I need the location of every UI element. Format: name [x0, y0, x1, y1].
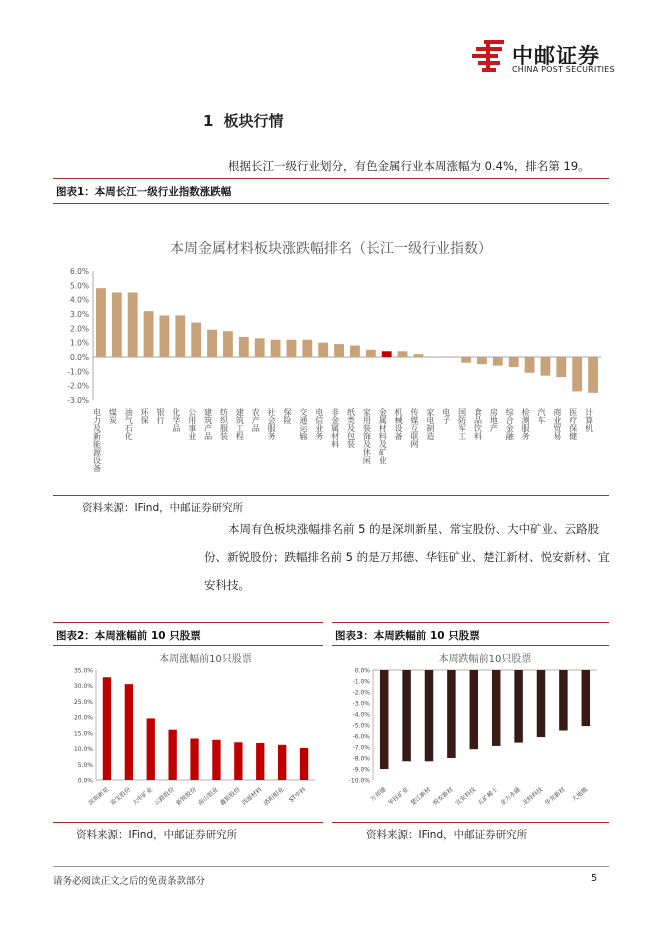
chart3-x-label: 五矿稀土 — [476, 786, 500, 807]
figure2-top-rule — [53, 622, 323, 623]
chart1-y-tick: 1.0% — [69, 338, 89, 348]
chart3-y-tick: -9.0% — [352, 766, 370, 774]
chart1-y-tick: 3.0% — [69, 310, 89, 319]
section-title-text: 板块行情 — [223, 112, 284, 130]
chart1-bar — [541, 357, 551, 376]
chart2-x-label: ST中科 — [287, 786, 308, 805]
chart3-y-tick: -10.0% — [348, 777, 370, 785]
chart3-bar — [537, 670, 546, 737]
chart1-bar — [461, 357, 471, 363]
chart1-y-tick: 4.0% — [69, 295, 89, 305]
chart1-x-label: 金属材料及矿业 — [378, 408, 388, 464]
chart1-x-label: 纺织服装 — [219, 408, 229, 440]
chart2-y-tick: 10.0% — [73, 746, 93, 754]
chart3-bar — [470, 670, 479, 749]
chart1-x-label: 食品饮料 — [473, 408, 483, 440]
chart3-title: 本周跌幅前10只股票 — [438, 654, 532, 665]
chart3-bar — [380, 670, 389, 769]
chart1-bar — [350, 346, 360, 357]
chart2-x-label: 西部材料 — [240, 786, 264, 807]
chart1-x-label: 化学品 — [171, 408, 181, 432]
intro-paragraph: 根据长江一级行业划分，有色金属行业本周涨幅为 0.4%，排名第 19。 — [228, 159, 590, 173]
chart1-x-label: 传媒互联网 — [409, 408, 419, 448]
chart1-x-label: 环保 — [140, 408, 150, 424]
chart2-x-label: 南山铝业 — [196, 786, 220, 807]
chart3-x-label: 华钰矿业 — [386, 786, 410, 807]
chart2-bar — [190, 739, 198, 780]
chart1-x-label: 家用装饰及休闲 — [362, 408, 372, 464]
chart1-bar — [223, 331, 233, 357]
chart2-x-label: 常宝股份 — [109, 786, 133, 807]
footer-disclaimer: 请务必阅读正文之后的免责条款部分 — [53, 876, 206, 887]
chart1-y-tick: 0.0% — [69, 353, 89, 362]
chart3-y-tick: 0.0% — [354, 667, 370, 675]
chart3-y-tick: -3.0% — [352, 700, 370, 708]
figure3-top-rule — [332, 622, 609, 623]
chart1-bar — [302, 340, 312, 357]
chart2-x-label: 云路股份 — [153, 786, 176, 807]
chart2-x-label: 大中矿业 — [131, 786, 155, 807]
chart1-y-tick: -3.0% — [67, 396, 89, 405]
chart1-bar — [493, 357, 503, 366]
chart1-bar — [588, 357, 598, 393]
chart3-y-tick: -4.0% — [352, 711, 370, 719]
chart1-bar — [429, 357, 439, 358]
chart1-y-tick: 6.0% — [69, 267, 89, 276]
chart1-x-label: 非金属材料 — [330, 408, 340, 448]
company-logo — [472, 38, 622, 78]
chart2-x-label: 新锐股份 — [174, 786, 198, 807]
chart3-bar — [447, 670, 456, 758]
chart2-x-label: 洛阳钼业 — [262, 786, 286, 807]
chart1-x-label: 电力及新能源设备 — [92, 408, 102, 472]
chart1-x-label: 煤炭 — [108, 408, 118, 424]
figure3-title: 图表3：本周跌幅前 10 只股票 — [335, 630, 480, 642]
chart1-y-tick: 2.0% — [69, 324, 89, 334]
chart1-x-label: 医疗保健 — [568, 408, 578, 440]
chart3-bar — [402, 670, 411, 761]
chart1-bar — [271, 340, 281, 357]
chart1-bar — [366, 350, 376, 357]
chart1-bar — [509, 357, 519, 367]
chart1-x-label: 公用事业 — [187, 408, 197, 440]
chart1-bar — [144, 311, 154, 357]
summary-line-2: 份、新锐股份；跌幅排名前 5 的是万邦德、华钰矿业、楚江新材、悦安新材、宜 — [204, 550, 610, 564]
footer-rule — [53, 866, 609, 867]
chart1-bar — [382, 351, 392, 357]
chart1-x-label: 房地产 — [489, 408, 499, 432]
chart3-x-label: 金力永磁 — [498, 786, 522, 807]
figure1-bottom-rule — [53, 495, 609, 496]
chart1-x-label: 银行 — [155, 408, 165, 424]
summary-line-3: 安科技。 — [204, 578, 250, 592]
chart1-x-label: 纸类及包装 — [346, 408, 356, 448]
chart2-bar — [125, 684, 133, 780]
chart3-bar — [582, 670, 591, 726]
chart1-x-label: 电信业务 — [314, 408, 324, 440]
figure1-title: 图表1：本周长江一级行业指数涨跌幅 — [56, 186, 232, 198]
chart1-bar — [287, 340, 297, 357]
chart1-bar — [160, 315, 170, 357]
chart3-y-tick: -6.0% — [352, 733, 370, 741]
top-gainers-chart — [58, 648, 323, 818]
chart2-bar — [168, 730, 176, 780]
chart1-x-label: 家电制造 — [425, 408, 435, 440]
chart3-bar — [514, 670, 523, 743]
chart1-bar — [477, 357, 487, 364]
chart2-y-tick: 20.0% — [73, 714, 93, 722]
chart1-x-label: 建筑工程 — [235, 408, 245, 440]
chart1-bar — [96, 288, 106, 357]
china-post-logo-icon — [472, 38, 506, 74]
chart2-y-tick: 15.0% — [73, 730, 93, 738]
chart1-x-label: 交通运输 — [298, 408, 308, 440]
top-losers-chart — [335, 648, 605, 818]
chart3-x-label: 楚江新材 — [409, 786, 433, 807]
chart1-bar — [398, 351, 408, 357]
chart3-bar — [559, 670, 568, 731]
figure3-source: 资料来源：IFind，中邮证券研究所 — [366, 829, 528, 841]
chart2-y-tick: 25.0% — [73, 698, 93, 706]
chart1-bar — [255, 338, 265, 357]
page-number: 5 — [591, 873, 598, 884]
chart1-y-tick: -1.0% — [67, 367, 89, 377]
chart3-x-label: 大地熊 — [570, 786, 590, 804]
chart2-bar — [256, 743, 264, 780]
chart1-bar — [414, 354, 424, 357]
chart3-y-tick: -8.0% — [352, 755, 370, 763]
chart1-x-label: 检测服务 — [521, 408, 531, 440]
chart1-x-label: 电子 — [441, 408, 451, 424]
chart3-y-tick: -5.0% — [352, 722, 370, 730]
chart1-y-tick: -2.0% — [67, 381, 89, 391]
industry-index-chart — [53, 205, 609, 493]
chart2-y-tick: 0.0% — [77, 777, 93, 785]
chart1-x-label: 建筑产品 — [203, 408, 213, 440]
chart1-x-label: 综合金融 — [505, 408, 515, 440]
chart1-bar — [191, 323, 201, 357]
chart1-bar — [445, 357, 455, 358]
chart3-bar — [492, 670, 501, 746]
chart1-bar — [207, 330, 217, 357]
figure2-title: 图表2：本周涨幅前 10 只股票 — [56, 630, 201, 642]
chart1-bar — [318, 343, 328, 357]
chart1-x-label: 国防军工 — [457, 408, 467, 440]
figure1-title-rule — [53, 203, 609, 204]
chart2-x-label: 鑫铂股份 — [218, 786, 242, 807]
chart2-bar — [103, 677, 111, 780]
chart1-bar — [128, 293, 138, 358]
chart3-x-label: 北特科技 — [521, 786, 545, 807]
chart1-x-label: 保险 — [282, 408, 292, 424]
figure2-bottom-rule — [53, 822, 323, 823]
chart1-bar — [525, 357, 535, 373]
chart2-bar — [147, 718, 155, 780]
section-number: 1 — [203, 112, 214, 130]
chart3-x-label: 宜安科技 — [454, 786, 478, 807]
figure2-source: 资料来源：IFind，中邮证券研究所 — [76, 829, 238, 841]
logo-chinese-name: 中邮证券 — [512, 44, 600, 68]
chart1-bar — [112, 293, 122, 358]
chart2-y-tick: 35.0% — [73, 667, 93, 675]
chart3-y-tick: -2.0% — [352, 689, 370, 697]
chart2-x-label: 深圳新星 — [87, 786, 111, 807]
chart1-bar — [239, 337, 249, 357]
chart1-bar — [175, 315, 185, 357]
chart1-x-label: 社会服务 — [267, 408, 277, 440]
chart2-bar — [278, 745, 286, 780]
figure1-source: 资料来源：IFind，中邮证券研究所 — [82, 502, 244, 514]
chart1-x-label: 汽车 — [536, 408, 546, 424]
chart1-title: 本周金属材料板块涨跌幅排名（长江一级行业指数） — [170, 241, 492, 257]
chart1-y-tick: 5.0% — [69, 281, 89, 291]
chart3-x-label: 万邦德 — [369, 786, 388, 804]
chart1-x-label: 机械设备 — [394, 408, 404, 440]
chart2-y-tick: 30.0% — [73, 683, 93, 691]
chart2-y-tick: 5.0% — [77, 761, 93, 769]
figure3-bottom-rule — [332, 822, 609, 823]
chart2-bar — [234, 742, 242, 780]
chart1-bar — [556, 357, 566, 377]
logo-english-name: CHINA POST SECURITIES — [512, 65, 615, 74]
chart3-y-tick: -7.0% — [352, 744, 370, 752]
chart1-x-label: 计算机 — [584, 408, 594, 432]
summary-line-1: 本周有色板块涨幅排名前 5 的是深圳新星、常宝股份、大中矿业、云路股 — [228, 522, 600, 536]
figure3-title-rule — [332, 645, 609, 646]
chart1-x-label: 农产品 — [251, 408, 261, 432]
section-title — [203, 110, 283, 131]
chart2-title: 本周涨幅前10只股票 — [159, 654, 252, 665]
chart2-bar — [300, 748, 308, 780]
chart1-bar — [572, 357, 582, 391]
figure1-top-rule — [53, 178, 609, 179]
chart3-bar — [425, 670, 434, 761]
figure2-title-rule — [53, 645, 323, 646]
chart3-y-tick: -1.0% — [352, 678, 370, 686]
chart1-bar — [334, 344, 344, 357]
chart2-bar — [212, 740, 220, 780]
chart3-x-label: 悦安新材 — [431, 786, 455, 807]
chart1-x-label: 油气石化 — [124, 408, 134, 440]
chart1-x-label: 商业贸易 — [552, 408, 562, 440]
chart3-x-label: 华光新材 — [543, 786, 567, 807]
